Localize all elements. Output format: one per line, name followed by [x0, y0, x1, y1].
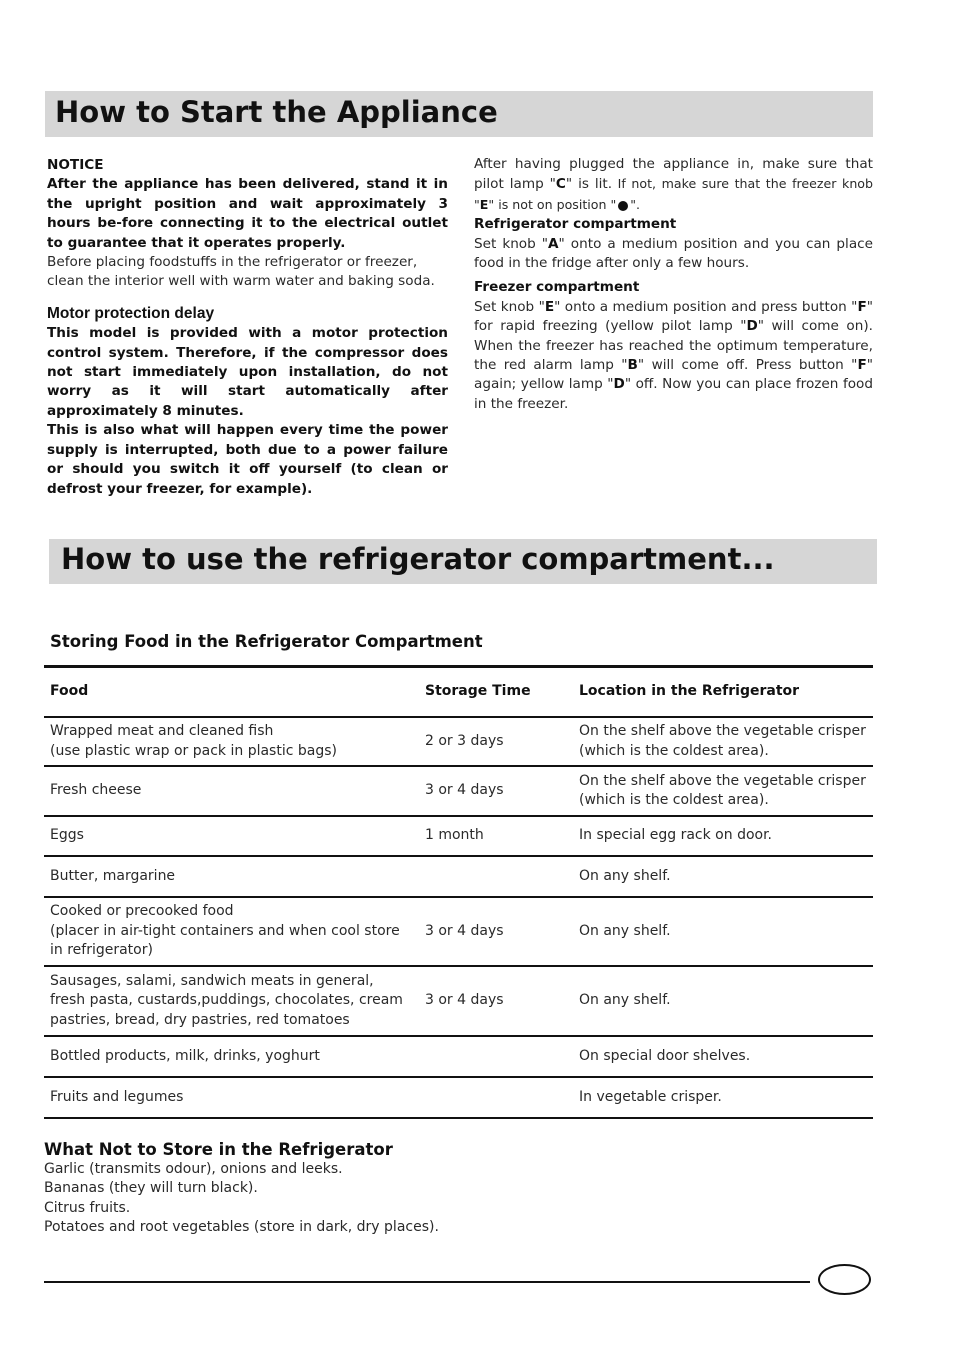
- cell-location: On the shelf above the vegetable crisper (which is the coldest area).: [573, 766, 873, 816]
- left-column: [47, 156, 448, 499]
- header-location: Location in the Refrigerator: [573, 667, 873, 718]
- not-store-item: Bananas (they will turn black).: [44, 1180, 258, 1197]
- table-row: [44, 856, 873, 897]
- not-store-item: Potatoes and root vegetables (store in dark, dry places).: [44, 1219, 439, 1236]
- table-row: [44, 1036, 873, 1077]
- not-store-item: Citrus fruits.: [44, 1199, 131, 1216]
- cell-storage-time: [419, 1077, 573, 1118]
- cell-storage-time: 3 or 4 days: [419, 966, 573, 1036]
- cell-food: Eggs: [44, 816, 419, 856]
- cell-food: Butter, margarine: [44, 856, 419, 897]
- fridge-text: Set knob "A" onto a medium position and you can place food in the fridge after only a few hours.: [474, 235, 873, 272]
- right-column: [474, 155, 873, 414]
- notice-label: NOTICE: [47, 157, 104, 173]
- cell-food: Wrapped meat and cleaned fish (use plastic wrap or pack in plastic bags): [44, 717, 419, 766]
- not-store-item: Garlic (transmits odour), onions and leeks.: [44, 1161, 343, 1177]
- section-title-refrigerator: How to use the refrigerator compartment...: [49, 539, 877, 584]
- page-number-oval: [818, 1264, 871, 1295]
- food-storage-table: [44, 665, 873, 1119]
- fridge-heading: Refrigerator compartment: [474, 216, 677, 233]
- table-row: [44, 966, 873, 1036]
- header-food: Food: [44, 667, 419, 718]
- cell-storage-time: [419, 1036, 573, 1077]
- cell-storage-time: 2 or 3 days: [419, 717, 573, 766]
- position-dot-icon: [618, 201, 628, 211]
- cell-food: Fresh cheese: [44, 766, 419, 816]
- cell-storage-time: 3 or 4 days: [419, 897, 573, 966]
- cell-food: Fruits and legumes: [44, 1077, 419, 1118]
- not-store-section: [44, 1139, 644, 1238]
- notice-text: After the appliance has been delivered, stand it in the upright position and wait approximately 3 hours be-fore connecting it to the electrical outlet to guarantee that it operates properly.: [47, 176, 448, 251]
- table-row: [44, 816, 873, 856]
- cell-storage-time: 1 month: [419, 816, 573, 856]
- table-row: [44, 897, 873, 966]
- motor-heading: Motor protection delay: [47, 304, 215, 322]
- section-title-start-appliance: How to Start the Appliance: [45, 91, 873, 137]
- motor-text-2: This is also what will happen every time the power supply is interrupted, both due to a power failure or should you switch it off yourself (to clean or defrost your freezer, for example).: [47, 422, 448, 497]
- freezer-text: Set knob "E" onto a medium position and press button "F" for rapid freezing (yellow pilot lamp "D" will come on). When the freezer has reached the optimum temperature, the red alarm lamp "B" will come off. Press button "F" again; yellow lamp "D" off. Now you can place frozen food in the freezer.: [474, 298, 873, 412]
- cell-location: In special egg rack on door.: [573, 816, 873, 856]
- cell-food: Sausages, salami, sandwich meats in general, fresh pasta, custards,puddings, chocolates, cream pastries, bread, dry pastries, red tomatoes: [44, 966, 419, 1036]
- cell-location: On special door shelves.: [573, 1036, 873, 1077]
- cell-location: On any shelf.: [573, 856, 873, 897]
- header-storage-time: Storage Time: [419, 667, 573, 718]
- cell-location: In vegetable crisper.: [573, 1077, 873, 1118]
- not-store-heading: What Not to Store in the Refrigerator: [44, 1140, 393, 1159]
- table-row: [44, 717, 873, 766]
- cell-food: Bottled products, milk, drinks, yoghurt: [44, 1036, 419, 1077]
- table-row: [44, 1077, 873, 1118]
- cell-storage-time: 3 or 4 days: [419, 766, 573, 816]
- motor-text-1: This model is provided with a motor protection control system. Therefore, if the compressor does not start immediately upon installation, do not worry as it will start automatically after approximately 8 minutes.: [47, 325, 448, 419]
- cell-location: On the shelf above the vegetable crisper (which is the coldest area).: [573, 717, 873, 766]
- cell-storage-time: [419, 856, 573, 897]
- freezer-heading: Freezer compartment: [474, 279, 640, 296]
- table-row: [44, 766, 873, 816]
- cell-food: Cooked or precooked food (placer in air-tight containers and when cool store in refrigerator): [44, 897, 419, 966]
- cell-location: On any shelf.: [573, 897, 873, 966]
- cell-location: On any shelf.: [573, 966, 873, 1036]
- table-title: Storing Food in the Refrigerator Compartment: [50, 632, 483, 651]
- footer-rule: [44, 1281, 810, 1283]
- cleaning-text: Before placing foodstuffs in the refrigerator or freezer, clean the interior well with warm water and baking soda.: [47, 254, 435, 290]
- table-header-row: [44, 667, 873, 718]
- pilot-lamp-paragraph: After having plugged the appliance in, make sure that pilot lamp "C" is lit. If not, make sure that the freezer knob "E" is not on position " ".: [474, 156, 874, 212]
